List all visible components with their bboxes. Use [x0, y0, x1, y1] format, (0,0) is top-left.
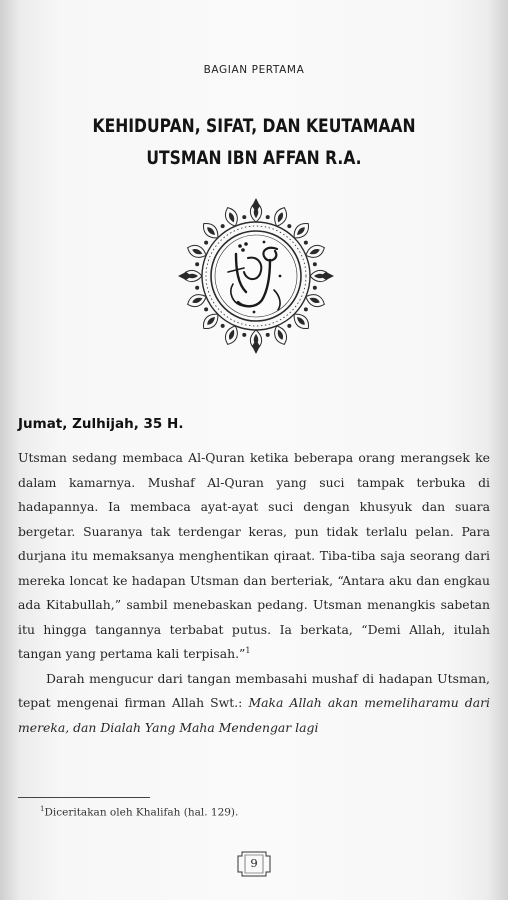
paragraph-2-quote: Maka Allah akan memeliharamu dari mereka, dan Dialah Yang Maha Mendengar lagi: [18, 695, 490, 735]
chapter-title-line-2: UTSMAN IBN AFFAN R.A.: [146, 147, 362, 169]
page-number-frame: [234, 849, 274, 879]
date-heading: Jumat, Zulhijah, 35 H.: [18, 416, 184, 432]
paragraph-2-text: Darah mengucur dari tangan membasahi mushaf di hadapan Utsman, tepat mengenai firman Allah Swt.:: [18, 670, 490, 710]
footnote-mark: 1: [40, 805, 45, 813]
calligraphy-medallion-icon: [176, 196, 336, 356]
footnote: [40, 805, 238, 819]
page-number: 9: [250, 856, 258, 870]
footnote-divider: [18, 797, 150, 798]
paragraph-2: [18, 667, 490, 741]
chapter-title-line-1: KEHIDUPAN, SIFAT, DAN KEUTAMAAN: [92, 115, 416, 137]
body-text: [18, 446, 490, 740]
chapter-title: [46, 110, 463, 174]
footnote-reference[interactable]: 1: [245, 645, 251, 655]
paragraph-1-text: Utsman sedang membaca Al-Quran ketika beberapa orang merangsek ke dalam kamarnya. Mushaf Al-Quran yang suci tampak terbuka di hadapannya. Ia membaca ayat-ayat suci dengan khusyuk dan suara bergetar. Suaranya tak terdengar keras, pun tidak terlalu pelan. Para durjana itu memaksanya menghentikan qiraat. Tiba-tiba saja seorang dari mereka loncat ke hadapan Utsman dan berteriak, “Antara aku dan engkau ada Kitabullah,” sambil menebaskan pedang. Utsman menangkis sabetan itu hingga tangannya terbabat putus. Ia berkata, “Demi Allah, itulah tangan yang pertama kali terpisah.”: [18, 450, 490, 661]
paragraph-1: [18, 446, 490, 667]
footnote-text: Diceritakan oleh Khalifah (hal. 129).: [44, 806, 239, 819]
section-label: BAGIAN PERTAMA: [203, 64, 305, 76]
